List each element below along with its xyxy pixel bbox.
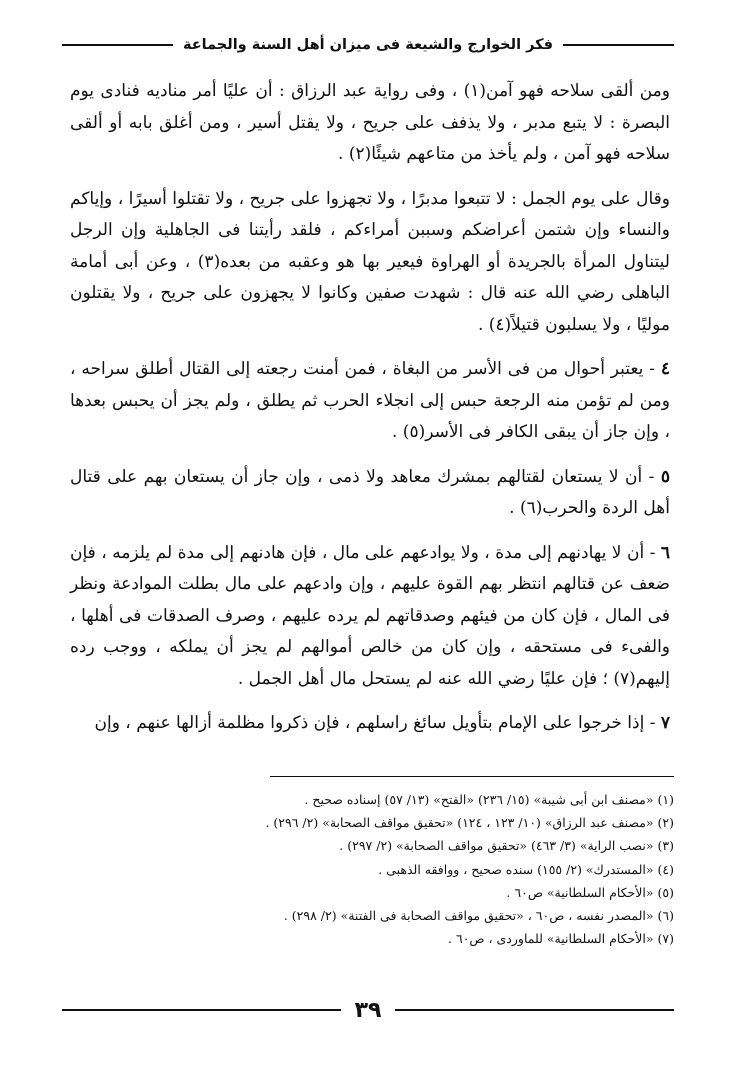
footnote: (١) «مصنف ابن أبى شيبة» (١٥/ ٢٣٦) «الفتح» (١٣/ ٥٧) إسناده صحيح . [304,792,674,807]
header-rule-right [563,44,674,46]
paragraph-text: ومن ألقى سلاحه فهو آمن(١) ، وفى رواية عبد الرزاق : أن عليًا أمر مناديه فنادى يوم البصرة : لا يتبع مدبر ، ولا يذفف على جريح ، ولا يقتل أسير ، ومن أغلق بابه أو ألقى سلاحه فهو آمن ، ولم يأخذ من متاعهم شيئًا(٢) . [70,81,670,164]
footnote: (٢) «مصنف عبد الرزاق» (١٠/ ١٢٣ ، ١٢٤) «تحقيق مواقف الصحابة» (٢/ ٢٩٦) . [265,815,674,831]
footer-rule-right [395,1009,674,1011]
page-footer [62,996,674,1024]
paragraph-number: ٧ [660,713,670,733]
footnotes [62,788,674,950]
paragraph-text: إذا خرجوا على الإمام بتأويل سائغ راسلهم ، فإن ذكروا مظلمة أزالها عنهم ، وإن [94,713,645,733]
numbered-paragraph: ٤ - يعتبر أحوال من فى الأسر من البغاة ، فمن أمنت رجعته إلى القتال أطلق سراحه ، ومن لم تؤمن منه الرجعة حبس إلى انجلاء الحرب ثم يطلق ، ولم يجز أن يحبس بعدها ، وإن جاز أن يبقى الكافر فى الأسر(٥) . [70,359,670,442]
page-number: ٣٩ [354,997,382,1023]
numbered-paragraph: ٧ - إذا خرجوا على الإمام بتأويل سائغ راسلهم ، فإن ذكروا مظلمة أزالها عنهم ، وإن [94,713,670,733]
paragraph [70,76,670,171]
numbered-paragraph: ٥ - أن لا يستعان لقتالهم بمشرك معاهد ولا ذمى ، وإن جاز أن يستعان بهم على قتال أهل الردة والحرب(٦) . [70,466,670,518]
paragraph-text: وقال على يوم الجمل : لا تتبعوا مدبرًا ، ولا تجهزوا على جريح ، ولا تقتلوا أسيرًا ، وإياكم والنساء وإن شتمن أعراضكم وسببن أمراءكم ، فلقد رأيتنا فى الجاهلية وإن الرجل ليتناول المرأة بالجريدة أو الهراوة فيعير بها هو وعقبه من بعده(٣) ، وعن أبى أمامة الباهلى رضي الله عنه قال : شهدت صفين وكانوا لا يجهزون على جريح ، ولا يقتلون موليًا ، ولا يسلبون قتيلاً(٤) . [70,188,670,335]
main-text [70,76,670,753]
footnote: (٤) «المستدرك» (٢/ ١٥٥) سنده صحيح ، ووافقه الذهبى . [378,861,674,877]
paragraph-number: ٤ [660,359,670,379]
running-header [62,32,674,58]
header-rule-left [62,44,173,46]
footnote-separator [270,776,674,777]
footnote: (٧) «الأحكام السلطانية» للماوردى ، ص٦٠ . [448,931,674,947]
footer-rule-left [62,1009,341,1011]
footnote: (٦) «المصدر نفسه ، ص٦٠ ، «تحقيق مواقف الصحابة فى الفتنة» (٢/ ٢٩٨) . [283,908,674,924]
running-header-title: فكر الخوارج والشيعة فى ميزان أهل السنة والجماعة [182,37,554,53]
paragraph-number: ٥ [660,466,670,487]
paragraph [70,184,670,342]
footnote: (٣) «نصب الراية» (٣/ ٤٦٣) «تحقيق مواقف الصحابة» (٢/ ٢٩٧) . [339,838,674,854]
numbered-paragraph: ٦ - أن لا يهادنهم إلى مدة ، ولا يوادعهم على مال ، فإن هادنهم إلى مدة لم يلزمه ، فإن ضعف عن قتالهم انتظر بهم القوة عليهم ، وإن وادعهم على مال بطلت الموادعة ونظر فى المال ، فإن كان من فيئهم وصدقاتهم لم يرده عليهم ، وصرف الصدقات فى أهلها ، والفىء فى مستحقه ، وإن كان من خالص أموالهم لم يجز أن يملكه ، ووجب رده إليهم(٧) ؛ فإن عليًا رضي الله عنه لم يستحل مال أهل الجمل . [70,542,671,689]
paragraph-text: أن لا يستعان لقتالهم بمشرك معاهد ولا ذمى ، وإن جاز أن يستعان بهم على قتال أهل الردة والحرب(٦) . [70,466,670,518]
paragraph-number: ٦ [660,542,671,563]
footnote: (٥) «الأحكام السلطانية» ص٦٠ . [506,884,674,900]
paragraph-text: أن لا يهادنهم إلى مدة ، ولا يوادعهم على مال ، فإن هادنهم إلى مدة لم يلزمه ، فإن ضعف عن قتالهم انتظر بهم القوة عليهم ، وإن وادعهم على مال بطلت الموادعة ونظر فى المال ، فإن كان من فيئهم وصدقاتهم لم يرده عليهم ، وصرف الصدقات فى أهلها ، والفىء فى مستحقه ، وإن كان من خالص أموالهم لم يجز أن يملكه ، ووجب رده إليهم(٧) ؛ فإن عليًا رضي الله عنه لم يستحل مال أهل الجمل . [70,542,670,689]
paragraph-text: يعتبر أحوال من فى الأسر من البغاة ، فمن أمنت رجعته إلى القتال أطلق سراحه ، ومن لم تؤمن منه الرجعة حبس إلى انجلاء الحرب ثم يطلق ، ولم يجز أن يحبس بعدها ، وإن جاز أن يبقى الكافر فى الأسر(٥) . [70,359,670,442]
